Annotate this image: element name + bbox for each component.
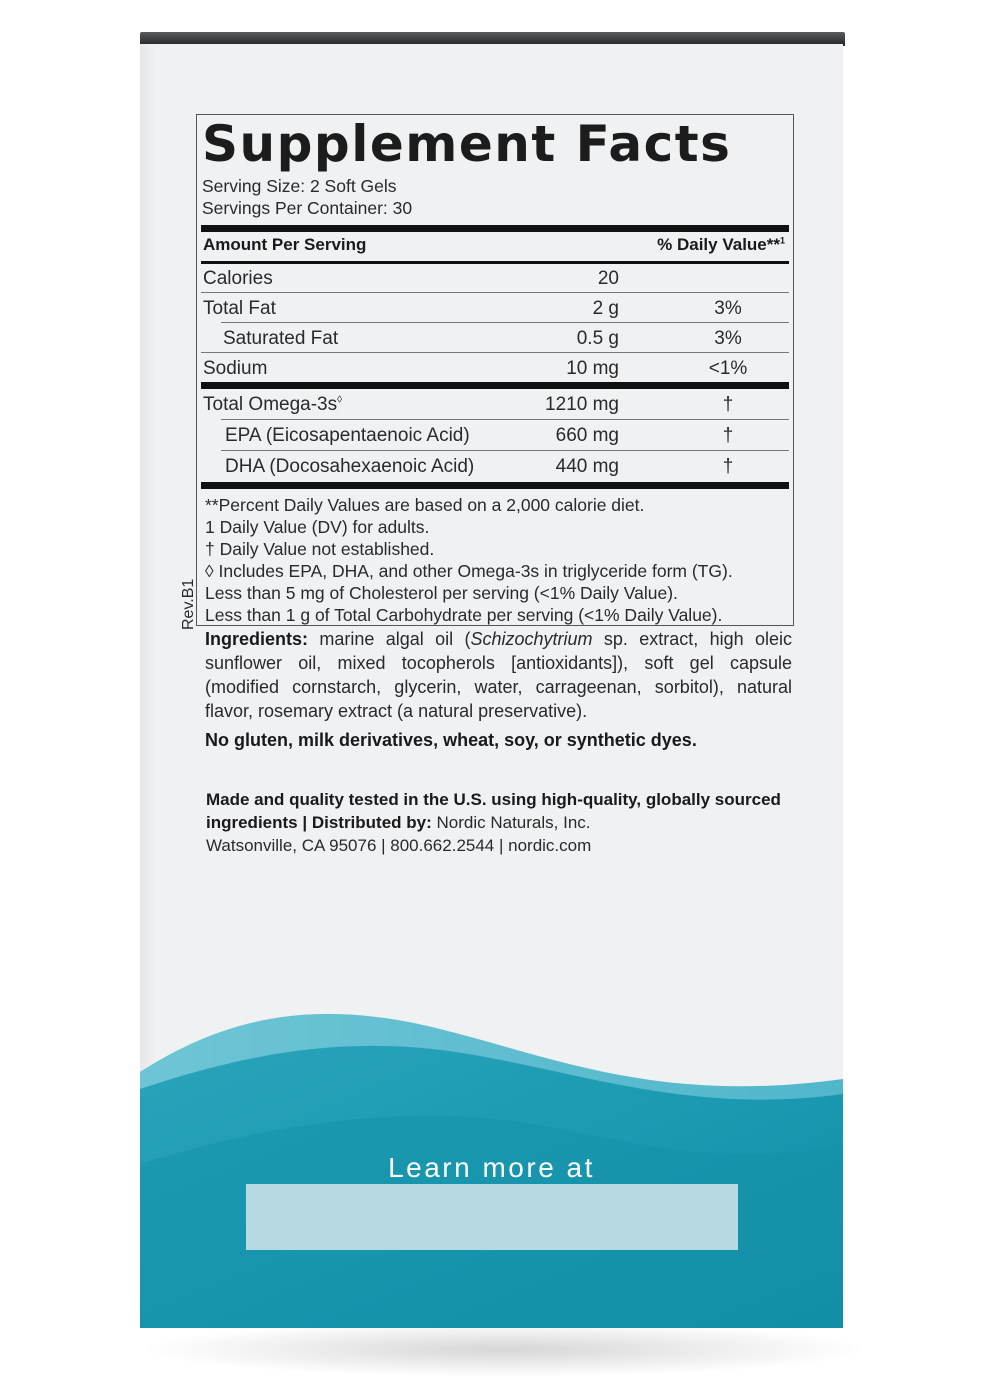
- nutrient-row-saturated-fat: [201, 323, 789, 353]
- nutrient-amount: 1210 mg: [545, 394, 619, 415]
- code-area: [246, 1184, 738, 1250]
- nutrient-name: Saturated Fat: [223, 328, 339, 349]
- nutrient-name: EPA (Eicosapentaenoic Acid): [225, 425, 470, 446]
- nutrient-row-dha: [201, 451, 789, 481]
- nutrient-amount: 2 g: [592, 298, 619, 319]
- footnote: 1 Daily Value (DV) for adults.: [205, 517, 430, 537]
- omega3-name: Total Omega-3s: [203, 394, 338, 415]
- nutrient-dv: †: [722, 394, 734, 415]
- nutrient-amount: 0.5 g: [576, 328, 619, 349]
- ingredients-part-2: sp. extract, high oleic sunflower oil, mixed tocopherols [antioxidants]), soft gel capsule (modified cornstarch, glycerin, water, carrageenan, sorbitol), natural flavor, rosemary extract (a natural preservative).: [205, 629, 792, 721]
- servings-per-container: Servings Per Container: 30: [202, 198, 413, 218]
- ingredients-part-1: marine algal oil (: [308, 629, 471, 649]
- nutrient-row-calories: [201, 263, 789, 293]
- thick-rule: [201, 482, 789, 489]
- box-shadow: [140, 1322, 870, 1377]
- revision-code: Rev.B1: [180, 578, 197, 630]
- distribution-bold: Made and quality tested in the U.S. using high-quality, globally sourced ingredients | Distributed by:: [206, 790, 781, 832]
- ingredients-italic: Schizochytrium: [470, 629, 593, 649]
- nutrient-amount: 660 mg: [555, 425, 619, 446]
- ingredients-text: [205, 627, 792, 723]
- ingredients-label: Ingredients:: [205, 629, 309, 649]
- facts-footnotes: [205, 494, 733, 626]
- footnote: **Percent Daily Values are based on a 2,000 calorie diet.: [205, 495, 645, 515]
- thick-rule: [201, 225, 789, 232]
- daily-value-label: [657, 235, 785, 255]
- nutrient-dv: 3%: [714, 298, 742, 319]
- nutrient-name: Sodium: [203, 358, 268, 379]
- footnote: ◊ Includes EPA, DHA, and other Omega-3s in triglyceride form (TG).: [205, 561, 733, 581]
- supplement-facts-panel: [196, 114, 794, 626]
- footnote: Less than 5 mg of Cholesterol per serving (<1% Daily Value).: [205, 583, 678, 603]
- nutrient-row-total-fat: [201, 293, 789, 323]
- nutrient-dv: †: [722, 456, 734, 477]
- omega3-sup: ◊: [337, 394, 343, 406]
- nutrient-row-sodium: [201, 353, 789, 383]
- nutrient-amount: 10 mg: [566, 358, 619, 379]
- daily-value-sup: 1: [779, 235, 785, 246]
- nutrient-dv: <1%: [708, 358, 748, 379]
- nutrient-name: [203, 394, 342, 416]
- daily-value-text: % Daily Value**: [657, 235, 780, 254]
- nutrient-amount: 440 mg: [555, 456, 619, 477]
- nutrient-dv: †: [722, 425, 734, 446]
- footnote: Less than 1 g of Total Carbohydrate per serving (<1% Daily Value).: [205, 605, 723, 625]
- serving-size: Serving Size: 2 Soft Gels: [202, 176, 397, 196]
- nutrient-row-omega3: [201, 389, 789, 419]
- nutrient-name: Calories: [203, 268, 273, 289]
- nutrient-name: DHA (Docosahexaenoic Acid): [225, 456, 475, 477]
- nutrient-amount: 20: [597, 268, 619, 289]
- allergen-statement: No gluten, milk derivatives, wheat, soy, or synthetic dyes.: [205, 730, 697, 750]
- facts-title: Supplement Facts: [202, 115, 732, 173]
- nutrient-dv: 3%: [714, 328, 742, 349]
- amount-per-serving-label: Amount Per Serving: [203, 235, 367, 254]
- distribution-company: Nordic Naturals, Inc.: [431, 813, 591, 832]
- facts-header: [203, 235, 785, 261]
- nutrient-name: Total Fat: [203, 298, 276, 319]
- distribution-info: [206, 788, 806, 857]
- nutrient-row-epa: [201, 420, 789, 450]
- learn-more-text: Learn more at: [388, 1152, 595, 1183]
- footnote: † Daily Value not established.: [205, 539, 435, 559]
- distribution-address: Watsonville, CA 95076 | 800.662.2544 | nordic.com: [206, 836, 592, 855]
- thick-rule: [201, 382, 789, 389]
